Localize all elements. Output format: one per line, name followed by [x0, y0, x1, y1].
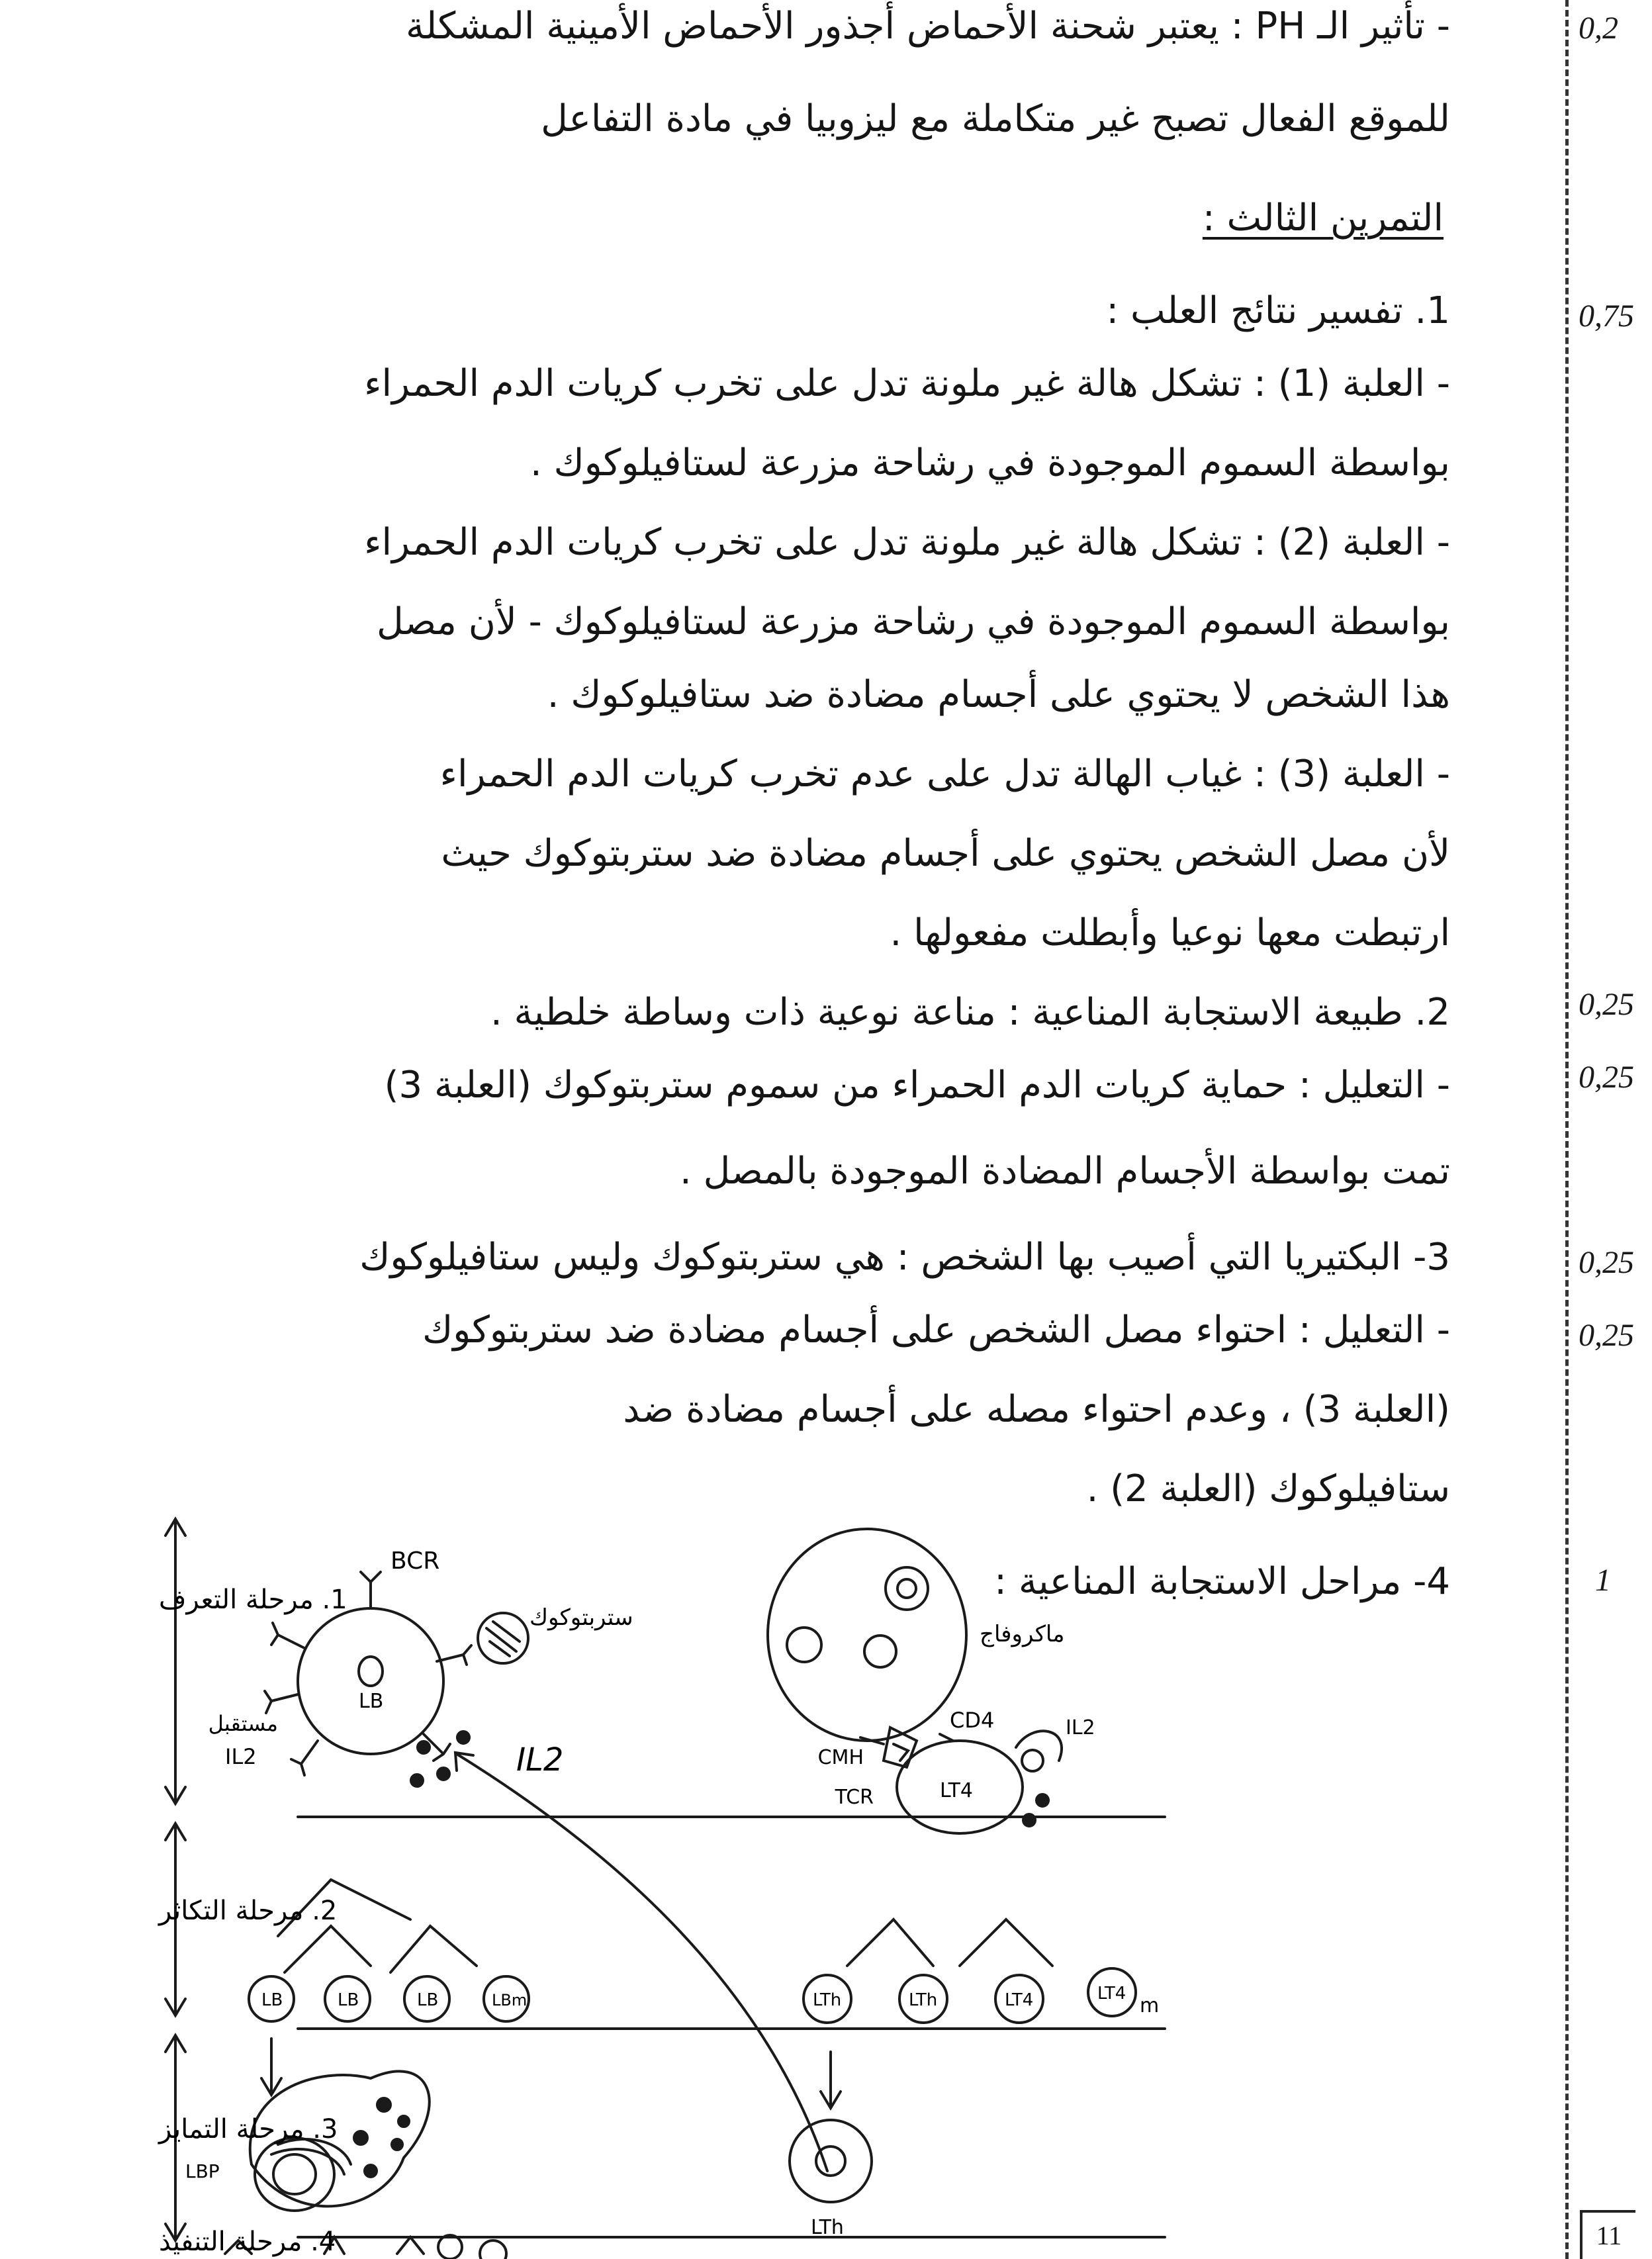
text-line-2: للموقع الفعال تصبح غير متكاملة مع ليزوبيا في مادة التفاعل	[541, 97, 1450, 140]
label-streptococcus: ستربتوكوك	[529, 1604, 633, 1631]
grade-7: 1	[1595, 1563, 1611, 1598]
phase-label-differentiation: 3. مرحلة التمايز	[159, 2114, 338, 2144]
label-macrophage: ماكروفاج	[980, 1621, 1065, 1647]
phase-label-execution: 4. مرحلة التنفيذ	[159, 2227, 336, 2257]
question-3-justification-a: - التعليل : احتواء مصل الشخص على أجسام مضادة ضد ستربتوكوك	[422, 1309, 1450, 1352]
label-lbm: LBm	[492, 1991, 528, 2009]
text-line-1: - تأثير الـ PH : يعتبر شحنة الأحماض أجذور الأحماض الأمينية المشكلة	[406, 5, 1450, 48]
label-receptor: مستقبل	[208, 1711, 278, 1736]
question-4-heading: 4- مراحل الاستجابة المناعية :	[994, 1560, 1450, 1603]
grade-4: 0,25	[1579, 1060, 1634, 1095]
text-line-box-1b: بواسطة السموم الموجودة في رشاحة مزرعة لستافيلوكوك .	[529, 441, 1450, 484]
question-1-heading: 1. تفسير نتائج العلب :	[1106, 289, 1450, 332]
text-line-box-2a: - العلبة (2) : تشكل هالة غير ملونة تدل على تخرب كريات الدم الحمراء	[364, 521, 1450, 564]
label-il2: IL2	[516, 1741, 564, 1778]
page-number: 11	[1580, 2210, 1635, 2259]
label-il2-small: IL2	[1066, 1716, 1095, 1739]
text-line-box-2c: هذا الشخص لا يحتوي على أجسام مضادة ضد ستافيلوكوك .	[547, 673, 1450, 716]
label-cd4: CD4	[950, 1708, 995, 1733]
label-lb-1: LB	[261, 1990, 283, 2010]
label-lt4-2: LT4	[1005, 1990, 1034, 2010]
question-2-answer: 2. طبيعة الاستجابة المناعية : مناعة نوعية ذات وساطة خلطية .	[490, 991, 1450, 1034]
question-3-justification-b: (العلبة 3) ، وعدم احتواء مصله على أجسام مضادة ضد	[623, 1388, 1450, 1431]
text-line-box-1a: - العلبة (1) : تشكل هالة غير ملونة تدل على تخرب كريات الدم الحمراء	[364, 362, 1450, 405]
phase-label-proliferation: 2. مرحلة التكاثر	[159, 1896, 338, 1926]
label-lth-2: LTh	[909, 1990, 938, 2010]
grade-1: 0,2	[1579, 11, 1618, 46]
label-bcr: BCR	[390, 1547, 440, 1575]
grade-5: 0,25	[1579, 1245, 1634, 1280]
text-line-box-3b: لأن مصل الشخص يحتوي على أجسام مضادة ضد ستربتوكوك حيث	[441, 832, 1450, 875]
label-lth-1: LTh	[813, 1990, 842, 2010]
label-lb-3: LB	[417, 1990, 439, 2010]
section-heading-exercise-3: التمرين الثالث :	[1202, 197, 1444, 240]
label-lb: LB	[359, 1690, 384, 1713]
label-lt4: LT4	[940, 1779, 973, 1802]
label-lth-bottom: LTh	[811, 2216, 844, 2239]
label-memory-m: m	[1140, 1994, 1160, 2017]
label-tcr: TCR	[835, 1786, 874, 1809]
margin-rule	[1565, 0, 1569, 2259]
grade-6: 0,25	[1579, 1318, 1634, 1353]
question-2-justification-b: تمت بواسطة الأجسام المضادة الموجودة بالمصل .	[679, 1150, 1450, 1193]
phase-label-recognition: 1. مرحلة التعرف	[159, 1585, 347, 1615]
question-3-justification-c: ستافيلوكوك (العلبة 2) .	[1086, 1467, 1450, 1510]
label-il2-receptor: IL2	[225, 1744, 257, 1769]
text-line-box-3a: - العلبة (3) : غياب الهالة تدل على عدم تخرب كريات الدم الحمراء	[439, 753, 1450, 796]
question-2-justification-a: - التعليل : حماية كريات الدم الحمراء من سموم ستربتوكوك (العلبة 3)	[384, 1064, 1450, 1107]
grade-2: 0,75	[1579, 299, 1634, 334]
label-cmh: CMH	[817, 1746, 864, 1769]
label-lbp: LBP	[185, 2160, 220, 2182]
label-lt4-3: LT4	[1097, 1984, 1126, 2004]
grade-3: 0,25	[1579, 987, 1634, 1022]
question-3-answer: 3- البكتيريا التي أصيب بها الشخص : هي ستربتوكوك وليس ستافيلوكوك	[359, 1236, 1450, 1279]
immune-response-diagram	[0, 1509, 1562, 2259]
label-lb-2: LB	[338, 1990, 359, 2010]
text-line-box-2b: بواسطة السموم الموجودة في رشاحة مزرعة لستافيلوكوك - لأن مصل	[376, 600, 1450, 643]
text-line-box-3c: ارتبطت معها نوعيا وأبطلت مفعولها .	[890, 911, 1450, 954]
